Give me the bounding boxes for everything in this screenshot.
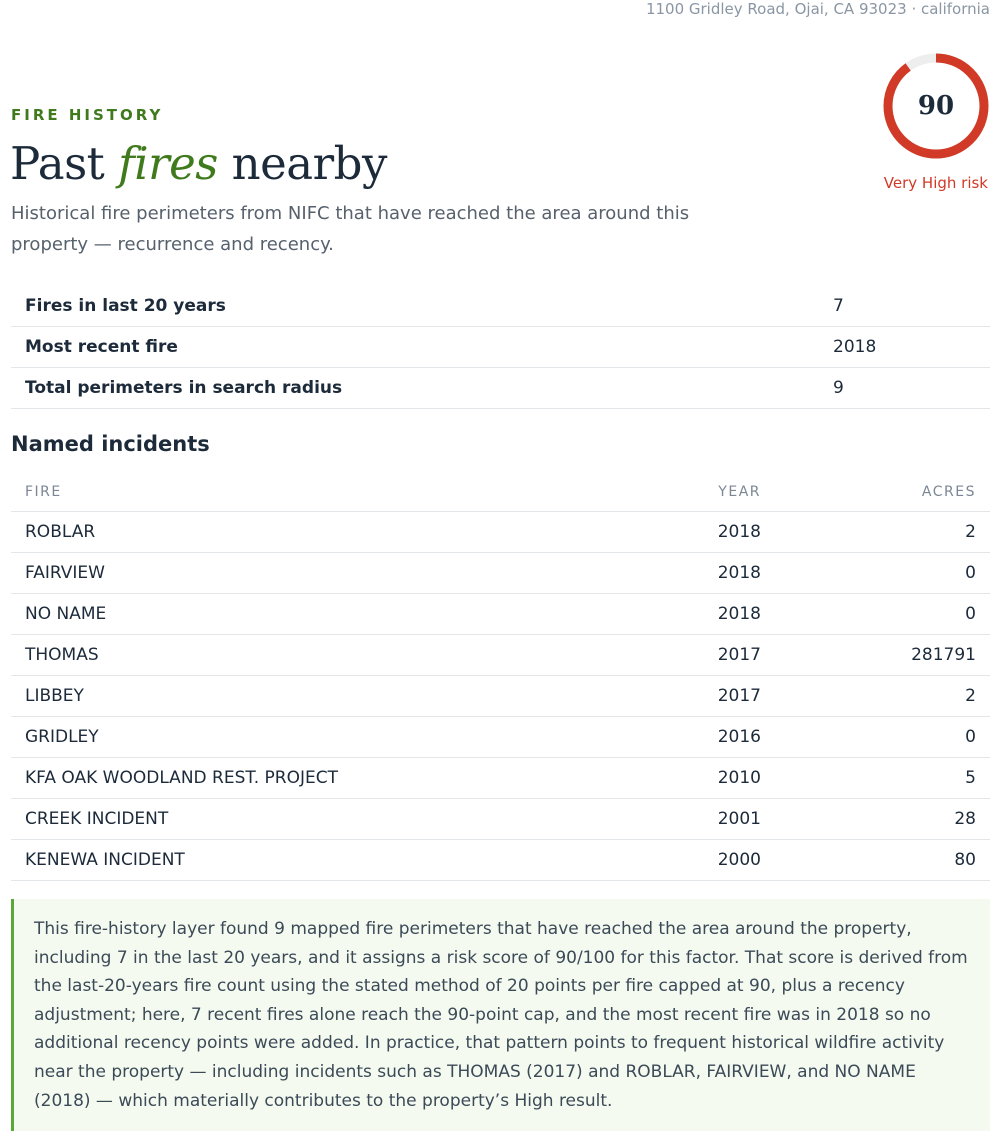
risk-level-label: Very High risk [883,174,988,192]
table-row [11,512,990,553]
incident-fire-name: CREEK INCIDENT [11,799,651,840]
summary-label: Most recent fire [11,327,819,368]
incident-fire-name: ROBLAR [11,512,651,553]
table-row [11,717,990,758]
summary-value: 9 [819,368,990,409]
summary-row [11,368,990,409]
named-incidents-heading: Named incidents [11,432,210,456]
property-address: 1100 Gridley Road, Ojai, CA 93023 · california [645,0,990,18]
table-row [11,840,990,881]
section-eyebrow: FIRE HISTORY [11,106,164,124]
column-header-year: YEAR [651,473,761,512]
incident-acres: 28 [761,799,990,840]
incident-fire-name: KFA OAK WOODLAND REST. PROJECT [11,758,651,799]
incident-year: 2001 [651,799,761,840]
incident-acres: 2 [761,676,990,717]
incident-acres: 2 [761,512,990,553]
title-prefix: Past [10,137,119,190]
table-row [11,594,990,635]
summary-label: Fires in last 20 years [11,286,819,327]
incident-fire-name: THOMAS [11,635,651,676]
incident-year: 2018 [651,553,761,594]
column-header-acres: ACRES [761,473,990,512]
fire-history-explanation: This fire-history layer found 9 mapped fire perimeters that have reached the area around the property, including 7 in the last 20 years, and it assigns a risk score of 90/100 for this factor. That score is derived from the last-20-years fire count using the stated method of 20 points per fire capped at 90, plus a recency adjustment; here, 7 recent fires alone reach the 90-point cap, and the most recent fire was in 2018 so no additional recency points were added. In practice, that pattern points to frequent historical wildfire activity near the property — including incidents such as THOMAS (2017) and ROBLAR, FAIRVIEW, and NO NAME (2018) — which materially contributes to the property’s High result. [11,899,990,1131]
incident-acres: 0 [761,717,990,758]
summary-label: Total perimeters in search radius [11,368,819,409]
incident-acres: 0 [761,553,990,594]
risk-score-gauge [880,50,992,162]
table-row [11,799,990,840]
incident-year: 2017 [651,676,761,717]
incident-acres: 5 [761,758,990,799]
incident-fire-name: FAIRVIEW [11,553,651,594]
fire-summary-table [11,286,990,409]
incident-fire-name: LIBBEY [11,676,651,717]
incident-year: 2018 [651,594,761,635]
incident-year: 2000 [651,840,761,881]
score-value: 90 [917,91,955,121]
table-header-row [11,473,990,512]
incident-fire-name: KENEWA INCIDENT [11,840,651,881]
incident-year: 2018 [651,512,761,553]
title-accent: fires [118,137,218,190]
named-incidents-table [11,473,990,881]
page-subtitle: Historical fire perimeters from NIFC that have reached the area around this property — recurrence and recency. [11,203,690,255]
incident-acres: 80 [761,840,990,881]
summary-value: 7 [819,286,990,327]
incident-fire-name: NO NAME [11,594,651,635]
column-header-fire: FIRE [11,473,651,512]
table-row [11,676,990,717]
table-row [11,553,990,594]
incident-acres: 281791 [761,635,990,676]
summary-row [11,286,990,327]
incident-acres: 0 [761,594,990,635]
incident-year: 2016 [651,717,761,758]
table-row [11,635,990,676]
page-title [10,134,387,194]
incident-year: 2010 [651,758,761,799]
title-suffix: nearby [217,137,387,190]
incident-year: 2017 [651,635,761,676]
summary-value: 2018 [819,327,990,368]
incident-fire-name: GRIDLEY [11,717,651,758]
table-row [11,758,990,799]
summary-row [11,327,990,368]
